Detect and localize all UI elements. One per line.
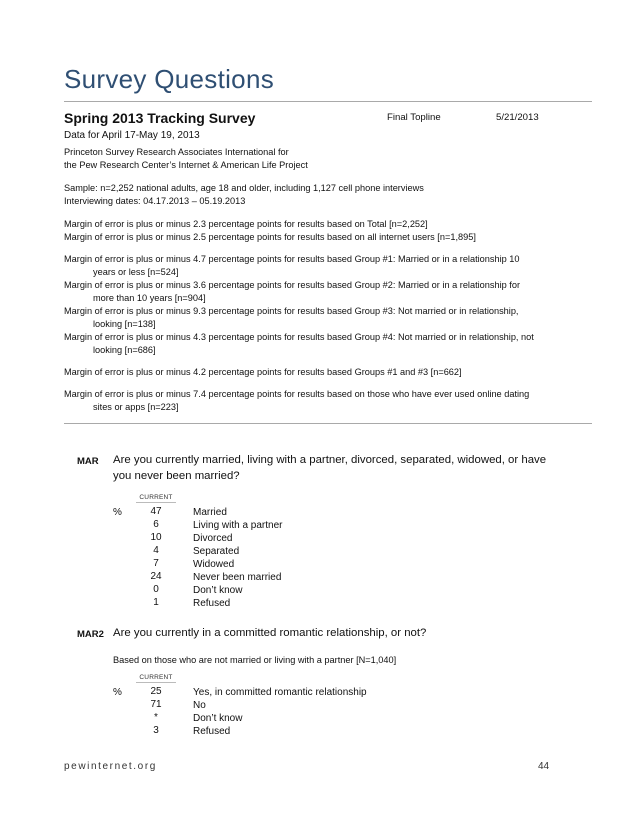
moe-line: Margin of error is plus or minus 3.6 percentage points for results based Group #2: Married or in a relationship for xyxy=(64,280,521,290)
moe-line: Margin of error is plus or minus 4.2 percentage points for results based Groups #1 and #3 [n=662] xyxy=(64,367,462,377)
moe-line-cont: more than 10 years [n=904] xyxy=(93,293,206,303)
percent-sign: % xyxy=(113,687,122,698)
moe-line-cont: looking [n=138] xyxy=(93,319,156,329)
data-period: Data for April 17-May 19, 2013 xyxy=(64,130,200,141)
response-label: Yes, in committed romantic relationship xyxy=(193,687,367,698)
org-line-1: Princeton Survey Research Associates International for xyxy=(64,147,289,157)
top-divider xyxy=(64,101,592,102)
response-value: 7 xyxy=(153,558,159,569)
response-label: Refused xyxy=(193,598,231,609)
report-date: 5/21/2013 xyxy=(496,112,539,123)
response-value: 71 xyxy=(150,699,162,710)
response-value: 3 xyxy=(153,725,159,736)
interviewing-dates: Interviewing dates: 04.17.2013 – 05.19.2013 xyxy=(64,196,246,206)
response-value: 25 xyxy=(150,686,162,697)
percent-sign: % xyxy=(113,507,122,518)
question-code: MAR2 xyxy=(77,629,104,640)
question-text: Are you currently in a committed romantic relationship, or not? xyxy=(113,627,427,639)
response-value: 1 xyxy=(153,597,159,608)
response-label: Refused xyxy=(193,726,231,737)
moe-line-cont: looking [n=686] xyxy=(93,345,156,355)
response-label: Divorced xyxy=(193,533,233,544)
sample-info: Sample: n=2,252 national adults, age 18 and older, including 1,127 cell phone interviews xyxy=(64,183,424,193)
response-label: Widowed xyxy=(193,559,235,570)
column-header: CURRENT xyxy=(136,674,176,683)
question-base: Based on those who are not married or living with a partner [N=1,040] xyxy=(113,655,397,665)
survey-title: Spring 2013 Tracking Survey xyxy=(64,110,256,126)
column-header: CURRENT xyxy=(136,494,176,503)
moe-line: Margin of error is plus or minus 4.3 percentage points for results based Group #4: Not married or in relationship, not xyxy=(64,332,534,342)
response-value: 24 xyxy=(150,571,162,582)
question-text-cont: you never been married? xyxy=(113,470,240,482)
page-title: Survey Questions xyxy=(64,64,275,94)
question-text: Are you currently married, living with a partner, divorced, separated, widowed, or have xyxy=(113,454,547,466)
moe-line-cont: years or less [n=524] xyxy=(93,267,179,277)
response-value: 4 xyxy=(153,545,159,556)
org-line-2: the Pew Research Center’s Internet & American Life Project xyxy=(64,160,308,170)
response-value: 0 xyxy=(153,584,159,595)
moe-line: Margin of error is plus or minus 9.3 percentage points for results based Group #3: Not married or in relationship, xyxy=(64,306,519,316)
page-number: 44 xyxy=(538,761,550,772)
topline-label: Final Topline xyxy=(387,112,441,123)
footer-site: pewinternet.org xyxy=(64,761,157,772)
response-label: Don’t know xyxy=(193,713,243,724)
response-label: Separated xyxy=(193,546,240,557)
response-value: 47 xyxy=(150,506,162,517)
question-code: MAR xyxy=(77,456,99,467)
response-label: Living with a partner xyxy=(193,520,283,531)
response-label: No xyxy=(193,700,206,711)
moe-line: Margin of error is plus or minus 7.4 percentage points for results based on those who have ever used online dating xyxy=(64,389,530,399)
moe-line-cont: sites or apps [n=223] xyxy=(93,402,179,412)
moe-line: Margin of error is plus or minus 2.5 percentage points for results based on all internet users [n=1,895] xyxy=(64,232,476,242)
response-label: Don’t know xyxy=(193,585,243,596)
response-value: 10 xyxy=(150,532,162,543)
moe-line: Margin of error is plus or minus 4.7 percentage points for results based Group #1: Married or in a relationship 10 xyxy=(64,254,520,264)
response-value: * xyxy=(154,712,158,723)
response-label: Married xyxy=(193,507,227,518)
section-divider xyxy=(64,423,592,424)
response-label: Never been married xyxy=(193,572,282,583)
response-value: 6 xyxy=(153,519,159,530)
moe-line: Margin of error is plus or minus 2.3 percentage points for results based on Total [n=2,252] xyxy=(64,219,428,229)
